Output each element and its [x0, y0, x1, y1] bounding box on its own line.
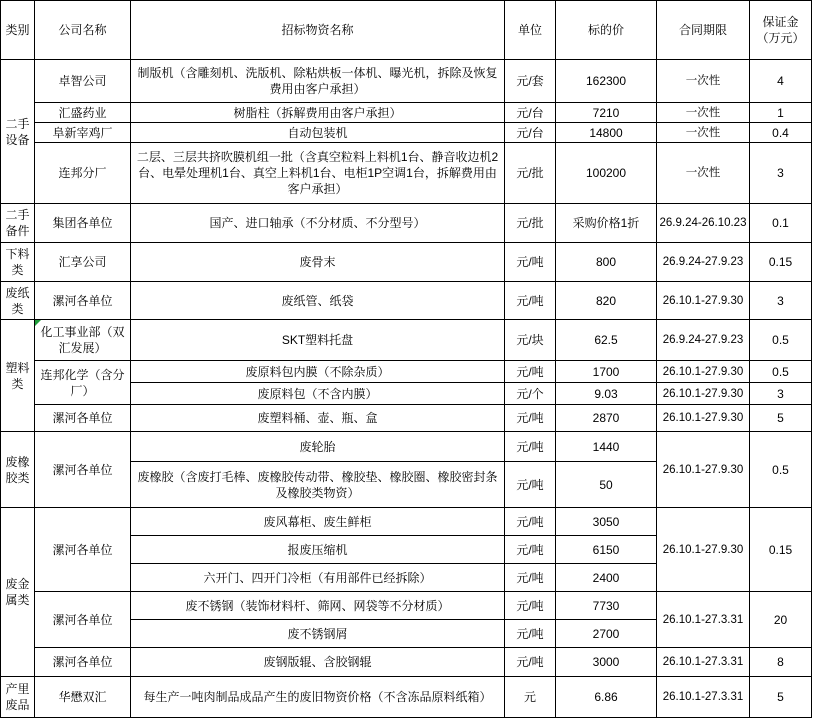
- unit-cell: 元/吨: [505, 405, 556, 432]
- unit-cell: 元/吨: [505, 592, 556, 620]
- deposit-cell: 1: [750, 103, 812, 123]
- price-cell: 14800: [556, 123, 657, 143]
- unit-cell: 元/吨: [505, 620, 556, 648]
- item-name-cell: 六开门、四开门冷柜（有用部件已经拆除）: [131, 564, 505, 592]
- unit-cell: 元/台: [505, 123, 556, 143]
- price-cell: 1440: [556, 432, 657, 462]
- unit-cell: 元/吨: [505, 536, 556, 564]
- company-cell: 卓智公司: [35, 60, 131, 103]
- unit-cell: 元/吨: [505, 282, 556, 320]
- term-cell: 一次性: [657, 143, 750, 204]
- table-row: [1, 405, 812, 432]
- unit-cell: 元/吨: [505, 361, 556, 383]
- price-cell: 2700: [556, 620, 657, 648]
- table-row: [1, 143, 812, 204]
- unit-cell: 元/批: [505, 204, 556, 243]
- company-name: 化工事业部（双汇发展）: [40, 325, 125, 355]
- price-cell: 6.86: [556, 677, 657, 718]
- term-cell: 26.10.1-27.9.30: [657, 282, 750, 320]
- item-name-cell: 废风幕柜、废生鲜柜: [131, 508, 505, 536]
- unit-cell: 元: [505, 677, 556, 718]
- table-row: [1, 432, 812, 462]
- deposit-cell: 0.4: [750, 123, 812, 143]
- term-cell: 一次性: [657, 103, 750, 123]
- table-row: [1, 648, 812, 677]
- term-cell: 26.10.1-27.9.30: [657, 508, 750, 592]
- table-row: [1, 508, 812, 536]
- price-cell: 采购价格1折: [556, 204, 657, 243]
- unit-cell: 元/吨: [505, 243, 556, 282]
- header-unit: 单位: [505, 1, 556, 60]
- deposit-cell: 0.5: [750, 432, 812, 508]
- deposit-cell: 3: [750, 143, 812, 204]
- deposit-cell: 0.15: [750, 243, 812, 282]
- deposit-cell: 5: [750, 405, 812, 432]
- company-cell: 漯河各单位: [35, 405, 131, 432]
- item-name-cell: 制版机（含雕刻机、洗版机、除粘烘板一体机、曝光机，拆除及恢复费用由客户承担）: [131, 60, 505, 103]
- item-name-cell: 二层、三层共挤吹膜机组一批（含真空粒料上料机1台、静音收边机2台、电晕处理机1台、真空上料机1台、电柜1P空调1台，拆解费用由客户承担）: [131, 143, 505, 204]
- price-cell: 100200: [556, 143, 657, 204]
- table-row: [1, 677, 812, 718]
- price-cell: 3000: [556, 648, 657, 677]
- company-cell: 连邦化学（含分厂）: [35, 361, 131, 405]
- price-cell: 3050: [556, 508, 657, 536]
- item-name-cell: 废橡胶（含废打毛棒、废橡胶传动带、橡胶垫、橡胶圈、橡胶密封条及橡胶类物资）: [131, 462, 505, 508]
- category-cell: 塑料类: [1, 320, 35, 432]
- item-name-cell: 废钢版辊、含胶钢辊: [131, 648, 505, 677]
- price-cell: 7730: [556, 592, 657, 620]
- price-cell: 7210: [556, 103, 657, 123]
- item-name-cell: 废塑料桶、壶、瓶、盒: [131, 405, 505, 432]
- company-cell: 汇享公司: [35, 243, 131, 282]
- deposit-cell: 0.15: [750, 508, 812, 592]
- company-cell: 集团各单位: [35, 204, 131, 243]
- price-cell: 2400: [556, 564, 657, 592]
- item-name-cell: 废骨末: [131, 243, 505, 282]
- company-cell: 汇盛药业: [35, 103, 131, 123]
- company-cell: 漯河各单位: [35, 592, 131, 648]
- category-cell: 下料类: [1, 243, 35, 282]
- deposit-cell: 4: [750, 60, 812, 103]
- item-name-cell: 废原料包内膜（不除杂质）: [131, 361, 505, 383]
- term-cell: 26.10.1-27.3.31: [657, 648, 750, 677]
- price-cell: 50: [556, 462, 657, 508]
- item-name-cell: 每生产一吨肉制品成品产生的废旧物资价格（不含冻品原料纸箱）: [131, 677, 505, 718]
- unit-cell: 元/个: [505, 383, 556, 405]
- term-cell: 一次性: [657, 60, 750, 103]
- term-cell: 26.10.1-27.9.30: [657, 405, 750, 432]
- unit-cell: 元/吨: [505, 648, 556, 677]
- price-cell: 9.03: [556, 383, 657, 405]
- company-cell: 阜新宰鸡厂: [35, 123, 131, 143]
- term-cell: 26.10.1-27.9.30: [657, 383, 750, 405]
- item-name-cell: 废不锈钢（装饰材料杆、筛网、网袋等不分材质）: [131, 592, 505, 620]
- price-cell: 162300: [556, 60, 657, 103]
- company-cell: 漯河各单位: [35, 432, 131, 508]
- term-cell: 26.9.24-27.9.23: [657, 320, 750, 361]
- category-cell: 二手备件: [1, 204, 35, 243]
- table-row: [1, 243, 812, 282]
- company-cell: 连邦分厂: [35, 143, 131, 204]
- price-cell: 62.5: [556, 320, 657, 361]
- price-cell: 2870: [556, 405, 657, 432]
- table-row: [1, 204, 812, 243]
- table-row: [1, 103, 812, 123]
- item-name-cell: 自动包装机: [131, 123, 505, 143]
- unit-cell: 元/吨: [505, 564, 556, 592]
- header-price: 标的价: [556, 1, 657, 60]
- term-cell: 26.10.1-27.3.31: [657, 677, 750, 718]
- unit-cell: 元/块: [505, 320, 556, 361]
- price-cell: 1700: [556, 361, 657, 383]
- category-cell: 二手设备: [1, 60, 35, 204]
- deposit-cell: 20: [750, 592, 812, 648]
- unit-cell: 元/吨: [505, 432, 556, 462]
- deposit-cell: 5: [750, 677, 812, 718]
- header-deposit: 保证金（万元）: [750, 1, 812, 60]
- item-name-cell: 废纸管、纸袋: [131, 282, 505, 320]
- company-cell: 漯河各单位: [35, 648, 131, 677]
- table-row: [1, 361, 812, 383]
- table-row: [1, 123, 812, 143]
- price-cell: 800: [556, 243, 657, 282]
- cell-indicator-icon: [35, 320, 41, 326]
- header-category: 类别: [1, 1, 35, 60]
- item-name-cell: 废原料包（不含内膜）: [131, 383, 505, 405]
- table-row: [1, 282, 812, 320]
- header-company: 公司名称: [35, 1, 131, 60]
- term-cell: 26.10.1-27.3.31: [657, 592, 750, 648]
- deposit-cell: 3: [750, 383, 812, 405]
- category-cell: 产里废品: [1, 677, 35, 718]
- deposit-cell: 0.5: [750, 361, 812, 383]
- term-cell: 26.10.1-27.9.30: [657, 432, 750, 508]
- item-name-cell: 国产、进口轴承（不分材质、不分型号）: [131, 204, 505, 243]
- item-name-cell: SKT塑料托盘: [131, 320, 505, 361]
- term-cell: 26.9.24-26.10.23: [657, 204, 750, 243]
- company-cell: 漯河各单位: [35, 282, 131, 320]
- term-cell: 一次性: [657, 123, 750, 143]
- unit-cell: 元/批: [505, 143, 556, 204]
- category-cell: 废橡胶类: [1, 432, 35, 508]
- deposit-cell: 0.1: [750, 204, 812, 243]
- table-row: [1, 60, 812, 103]
- header-row: [1, 1, 812, 60]
- table-row: [1, 320, 812, 361]
- category-cell: 废纸类: [1, 282, 35, 320]
- unit-cell: 元/套: [505, 60, 556, 103]
- company-cell: 漯河各单位: [35, 508, 131, 592]
- price-cell: 820: [556, 282, 657, 320]
- header-term: 合同期限: [657, 1, 750, 60]
- unit-cell: 元/吨: [505, 462, 556, 508]
- deposit-cell: 8: [750, 648, 812, 677]
- category-cell: 废金属类: [1, 508, 35, 677]
- unit-cell: 元/台: [505, 103, 556, 123]
- deposit-cell: 3: [750, 282, 812, 320]
- table-row: [1, 592, 812, 620]
- item-name-cell: 树脂柱（拆解费用由客户承担）: [131, 103, 505, 123]
- company-cell: 华懋双汇: [35, 677, 131, 718]
- price-cell: 6150: [556, 536, 657, 564]
- term-cell: 26.10.1-27.9.30: [657, 361, 750, 383]
- header-item: 招标物资名称: [131, 1, 505, 60]
- company-cell: [35, 320, 131, 361]
- item-name-cell: 废不锈钢屑: [131, 620, 505, 648]
- item-name-cell: 报废压缩机: [131, 536, 505, 564]
- term-cell: 26.9.24-27.9.23: [657, 243, 750, 282]
- deposit-cell: 0.5: [750, 320, 812, 361]
- unit-cell: 元/吨: [505, 508, 556, 536]
- item-name-cell: 废轮胎: [131, 432, 505, 462]
